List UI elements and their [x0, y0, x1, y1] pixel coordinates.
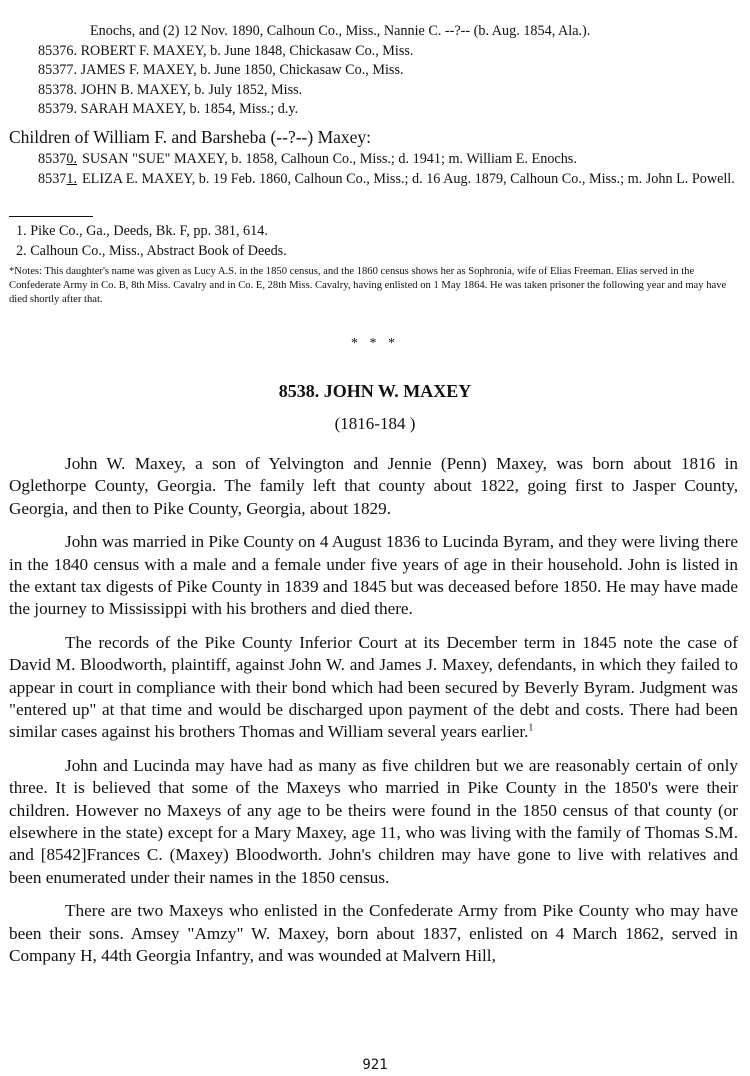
footnotes — [16, 222, 287, 261]
children-list — [38, 150, 743, 189]
list-item: 85378. JOHN B. MAXEY, b. July 1852, Miss. — [38, 81, 303, 98]
entry-continuation: Enochs, and (2) 12 Nov. 1890, Calhoun Co., Miss., Nannie C. --?-- (b. Aug. 1854, Ala.). — [90, 23, 591, 39]
section-title: 8538. JOHN W. MAXEY — [278, 381, 472, 401]
child-number: 85370. — [38, 151, 78, 167]
notes: *Notes: This daughter's name was given as Lucy A.S. in the 1850 census, and the 1860 census shows her as Sophronia, wife of Elias Freeman. Elias served in the Confederate Army in Co. B, 8th Miss. Cavalry and in Co. E, 28th Miss. Cavalry, having enlisted on 1 May 1864. He was taken prisoner the following year and may have died shortly after that. — [9, 266, 727, 305]
paragraph: John W. Maxey, a son of Yelvington and Jennie (Penn) Maxey, was born about 1816 in Oglethorpe County, Georgia. The family left that county about 1822, going first to Jasper County, Georgia, and then to Pike County, Georgia, about 1829. — [9, 454, 738, 518]
lifespan-dates: (1816-184 ) — [334, 414, 416, 433]
footnote-divider — [9, 216, 93, 217]
footnote-marker: 1 — [528, 722, 534, 734]
section-separator: * * * — [351, 336, 399, 351]
child-entry — [38, 170, 743, 190]
children-heading: Children of William F. and Barsheba (--?--) Maxey: — [9, 127, 372, 147]
child-number: 85371. — [38, 170, 78, 187]
child-entry — [38, 150, 743, 170]
body-text — [9, 453, 738, 979]
list-item: 85379. SARAH MAXEY, b. 1854, Miss.; d.y. — [38, 101, 299, 117]
list-item: 85377. JAMES F. MAXEY, b. June 1850, Chickasaw Co., Miss. — [38, 62, 404, 78]
page-number: 921 — [362, 1057, 388, 1073]
paragraph: John was married in Pike County on 4 August 1836 to Lucinda Byram, and they were living there in the 1840 census with a male and a female under five years of age in their household. John is listed in the extant tax digests of Pike County in 1839 and 1845 but was deceased before 1850. He may have made the journey to Mississippi with his brothers and died there. — [9, 532, 738, 619]
entry-list — [38, 22, 738, 120]
paragraph: There are two Maxeys who enlisted in the Confederate Army from Pike County who may have been their sons. Amsey "Amzy" W. Maxey, born about 1837, enlisted on 4 March 1862, served in Company H, 44th Georgia Infantry, and was wounded at Malvern Hill, — [9, 901, 738, 965]
paragraph: John and Lucinda may have had as many as five children but we are reasonably certain of only three. It is believed that some of the Maxeys who married in Pike County in the 1850's were their children. However no Maxeys of any age to be theirs were found in the 1850 census of that county (or elsewhere in the state) except for a Mary Maxey, age 11, who was living with the family of Thomas S.M. and [8542]Frances C. (Maxey) Bloodworth. John's children may have gone to live with relatives and been enumerated under their names in the 1850 census. — [9, 756, 738, 887]
footnote: 1. Pike Co., Ga., Deeds, Bk. F, pp. 381, 614. — [16, 223, 268, 239]
child-text: SUSAN "SUE" MAXEY, b. 1858, Calhoun Co., Miss.; d. 1941; m. William E. Enochs. — [82, 151, 577, 167]
paragraph: The records of the Pike County Inferior Court at its December term in 1845 note the case of David M. Bloodworth, plaintiff, against John W. and James J. Maxey, defendants, in which they failed to appear in court in compliance with their bond which had been secured by Beverly Byram. Judgment was "entered up" at that time and would be discharged upon payment of the debt and costs. There had been similar cases against his brothers Thomas and William several years earlier.$^1$ — [9, 633, 738, 742]
list-item: 85376. ROBERT F. MAXEY, b. June 1848, Chickasaw Co., Miss. — [38, 42, 414, 59]
child-text: ELIZA E. MAXEY, b. 19 Feb. 1860, Calhoun Co., Miss.; d. 16 Aug. 1879, Calhoun Co., Miss.; m. John L. Powell. — [82, 170, 735, 187]
footnote: 2. Calhoun Co., Miss., Abstract Book of Deeds. — [16, 242, 287, 259]
